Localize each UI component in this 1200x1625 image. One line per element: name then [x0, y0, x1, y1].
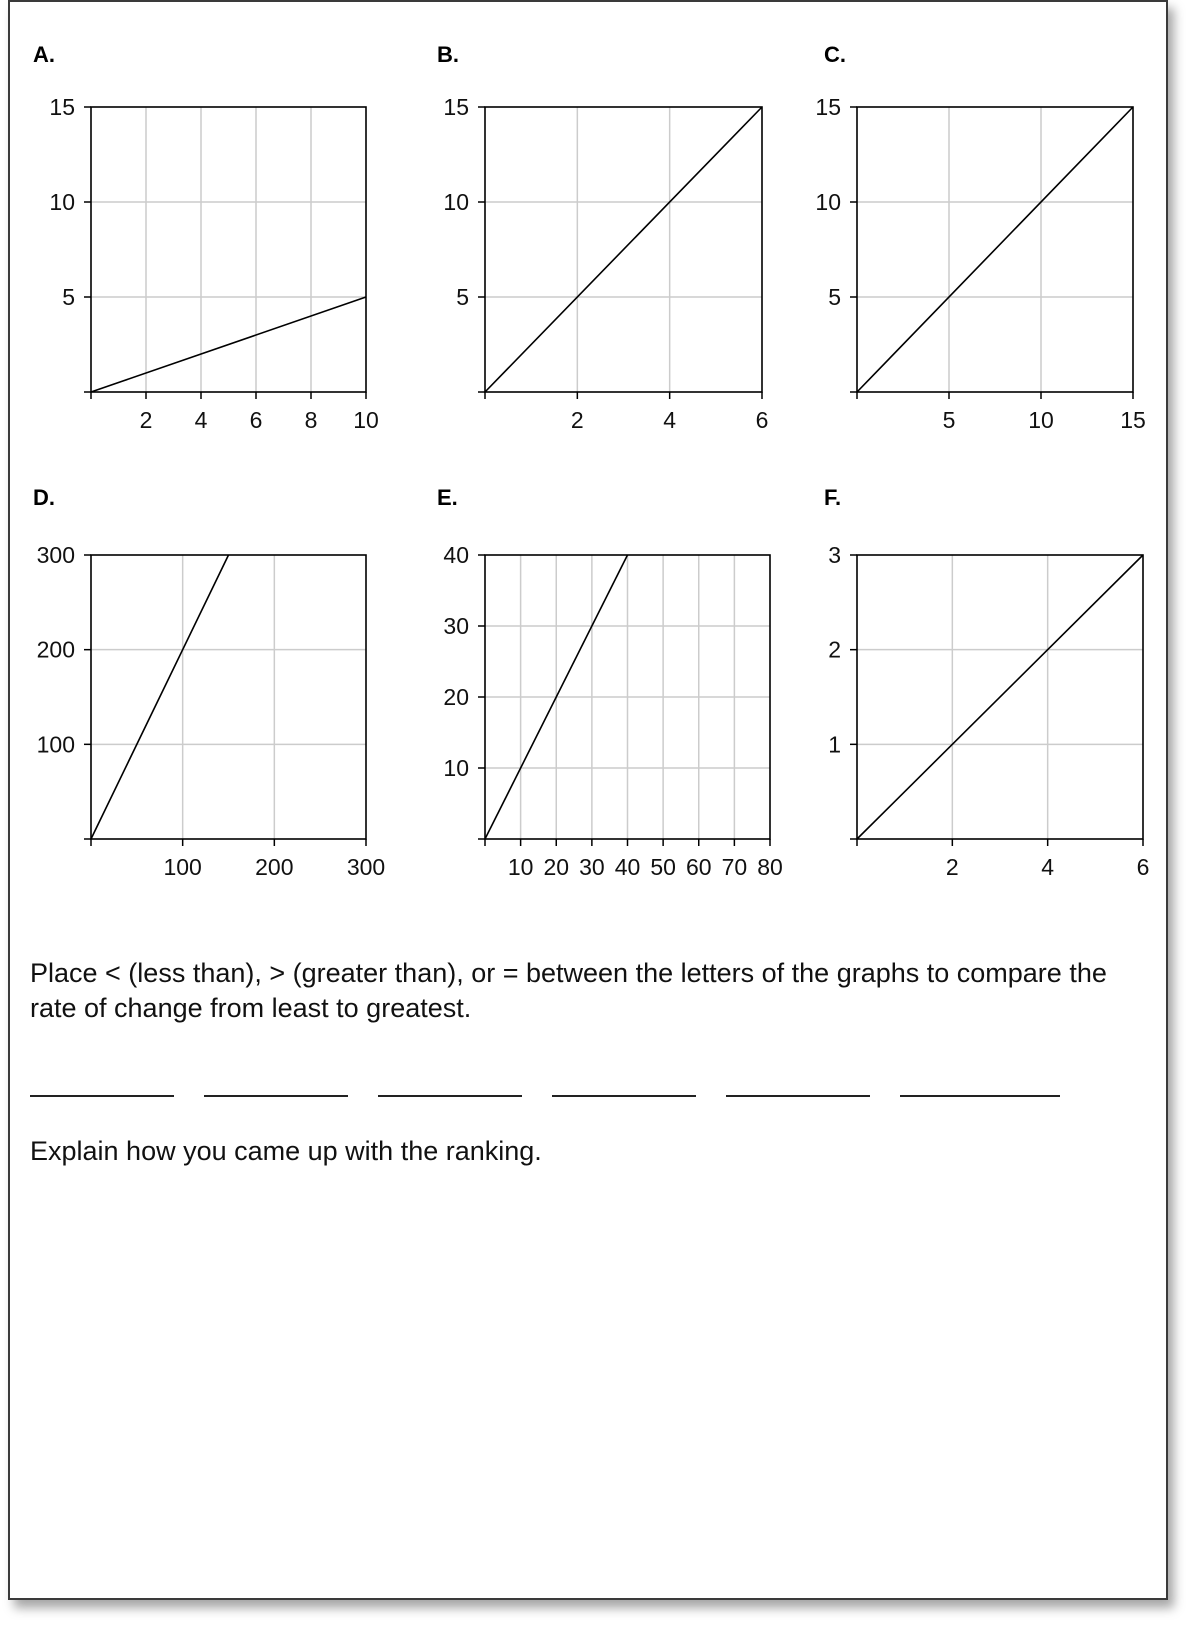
answer-blank-5[interactable]	[726, 1095, 870, 1097]
chart-b-xtick-label-0: 2	[570, 407, 584, 433]
chart-a-ytick-label-2: 15	[49, 94, 75, 120]
chart-a-xtick-label-3: 8	[304, 407, 318, 433]
chart-c-ytick-label-0: 5	[828, 284, 841, 310]
chart-c-ytick-label-1: 10	[815, 189, 841, 215]
chart-f	[824, 485, 1149, 880]
chart-f-ytick-label-1: 2	[828, 636, 841, 663]
chart-e-ytick-label-3: 40	[443, 542, 469, 568]
chart-e-xtick-label-5: 60	[685, 854, 712, 880]
chart-d-ytick-label-2: 300	[36, 542, 75, 568]
chart-f-xtick-label-1: 4	[1041, 854, 1055, 880]
chart-a	[33, 42, 379, 433]
chart-b-xtick-label-2: 6	[755, 407, 769, 433]
chart-b-ytick-label-2: 15	[443, 94, 469, 120]
chart-e-ytick-label-2: 30	[443, 613, 469, 639]
chart-e-ytick-label-0: 10	[443, 755, 469, 781]
chart-f-series-line	[857, 555, 1143, 839]
chart-b-ytick-label-0: 5	[456, 284, 469, 310]
chart-e-panel-label: E.	[437, 485, 458, 510]
chart-a-ytick-label-1: 10	[49, 189, 75, 215]
chart-b	[437, 42, 768, 433]
chart-b-series-line	[485, 107, 762, 392]
chart-d-xtick-label-1: 200	[255, 854, 294, 880]
chart-d-panel-label: D.	[33, 485, 55, 510]
chart-c	[815, 42, 1145, 433]
chart-c-series-line	[857, 107, 1133, 392]
chart-e	[437, 485, 783, 880]
chart-b-panel-label: B.	[437, 42, 459, 67]
answer-blank-4[interactable]	[552, 1095, 696, 1097]
answer-blank-2[interactable]	[204, 1095, 348, 1097]
chart-e-xtick-label-3: 40	[614, 854, 641, 880]
chart-c-panel-label: C.	[824, 42, 846, 67]
explain-prompt: Explain how you came up with the ranking.	[30, 1136, 542, 1166]
chart-a-xtick-label-0: 2	[139, 407, 153, 433]
chart-f-ytick-label-2: 3	[828, 542, 841, 568]
chart-e-xtick-label-4: 50	[650, 854, 676, 880]
answer-blank-6[interactable]	[900, 1095, 1060, 1097]
chart-d-xtick-label-0: 100	[163, 854, 202, 880]
chart-a-xtick-label-2: 6	[249, 407, 263, 433]
answer-blank-3[interactable]	[378, 1095, 522, 1097]
chart-c-xtick-label-2: 15	[1120, 407, 1146, 433]
chart-c-xtick-label-0: 5	[942, 407, 956, 433]
chart-a-series-line	[91, 297, 366, 392]
instructions-text: Place < (less than), > (greater than), or = between the letters of the graphs to compare the rate of change from least to greatest.	[30, 958, 1107, 1023]
chart-e-xtick-label-0: 10	[507, 854, 534, 880]
chart-e-ytick-label-1: 20	[443, 684, 469, 710]
chart-a-ytick-label-0: 5	[62, 284, 75, 310]
chart-f-xtick-label-2: 6	[1136, 854, 1150, 880]
chart-a-plot-frame	[91, 107, 366, 392]
chart-b-xtick-label-1: 4	[663, 407, 677, 433]
chart-c-xtick-label-1: 10	[1028, 407, 1054, 433]
chart-d-ytick-label-1: 200	[36, 636, 75, 663]
chart-e-xtick-label-6: 70	[721, 854, 748, 880]
chart-d	[33, 485, 385, 880]
chart-d-series-line	[91, 555, 229, 839]
chart-e-xtick-label-1: 20	[543, 854, 570, 880]
chart-c-ytick-label-2: 15	[815, 94, 841, 120]
chart-b-ytick-label-1: 10	[443, 189, 469, 215]
chart-a-xtick-label-4: 10	[353, 407, 379, 433]
chart-f-panel-label: F.	[824, 485, 842, 510]
answer-blank-1[interactable]	[30, 1095, 174, 1097]
chart-d-xtick-label-2: 300	[346, 854, 386, 880]
chart-e-xtick-label-7: 80	[757, 854, 783, 880]
chart-a-panel-label: A.	[33, 42, 55, 67]
chart-d-ytick-label-0: 100	[36, 731, 75, 758]
chart-f-ytick-label-0: 1	[828, 731, 841, 758]
chart-d-plot-frame	[91, 555, 366, 839]
chart-a-xtick-label-1: 4	[194, 407, 208, 433]
chart-e-xtick-label-2: 30	[579, 854, 605, 880]
chart-f-xtick-label-0: 2	[945, 854, 959, 880]
